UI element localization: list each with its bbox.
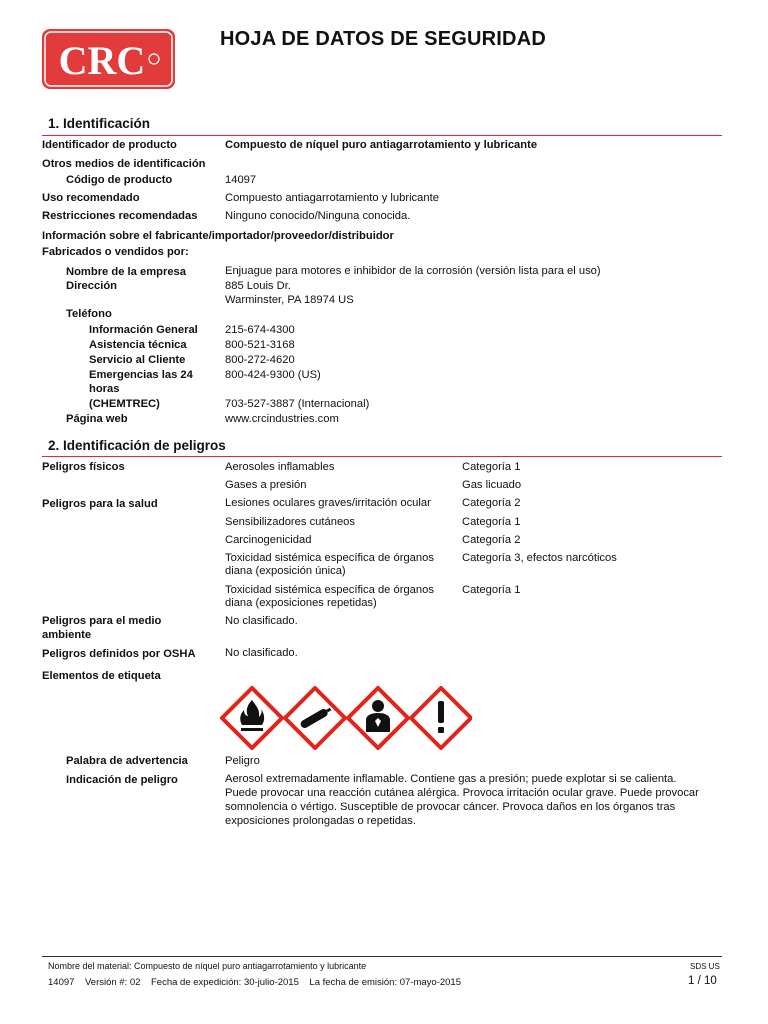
general-info-label: Información General — [89, 324, 198, 336]
health-hazard-name: Toxicidad sistémica específica de órganos — [225, 584, 434, 596]
section-2-title: 2. Identificación de peligros — [48, 438, 226, 453]
section-1-divider — [42, 135, 722, 136]
health-hazards-label: Peligros para la salud — [42, 498, 158, 510]
footer-divider — [42, 956, 722, 957]
emergency-label-line-2: horas — [89, 383, 120, 395]
company-name-label: Nombre de la empresa — [66, 266, 187, 278]
physical-hazards-label: Peligros físicos — [42, 461, 125, 473]
physical-hazard-category: Gas licuado — [462, 479, 522, 491]
health-hazard-name: Toxicidad sistémica específica de órganos — [225, 552, 434, 564]
health-hazard-name: Lesiones oculares graves/irritación ocular — [225, 497, 431, 509]
product-code-value: 14097 — [225, 174, 257, 186]
osha-hazards-label: Peligros definidos por OSHA — [42, 648, 196, 660]
health-hazard-name-line-2: diana (exposiciones repetidas) — [225, 597, 377, 609]
footer-material-name: Nombre del material: Compuesto de níquel puro antiagarrotamiento y lubricante — [48, 961, 367, 971]
health-hazard-name-line-2: diana (exposición única) — [225, 565, 346, 577]
website-link[interactable]: www.crcindustries.com — [225, 413, 339, 425]
customer-service-value: 800-272-4620 — [225, 354, 295, 366]
physical-hazard-name: Gases a presión — [225, 479, 307, 491]
hazard-statement-line: exposiciones prolongadas o repetidas. — [225, 815, 416, 827]
section-2-divider — [42, 456, 722, 457]
signal-word-value: Peligro — [225, 755, 260, 767]
restrictions-value: Ninguno conocido/Ninguna conocida. — [225, 210, 411, 222]
health-hazard-category: Categoría 1 — [462, 516, 521, 528]
health-hazard-category: Categoría 3, efectos narcóticos — [462, 552, 617, 564]
manufacturer-info-label: Información sobre el fabricante/importador/proveedor/distribuidor — [42, 230, 394, 242]
health-hazard-pictogram-icon — [348, 688, 408, 748]
health-hazard-category: Categoría 1 — [462, 584, 521, 596]
ghs-pictograms — [220, 686, 472, 750]
environment-hazards-value: No clasificado. — [225, 615, 298, 627]
company-name-value: Enjuague para motores e inhibidor de la corrosión (versión lista para el uso) — [225, 265, 601, 277]
recommended-use-label: Uso recomendado — [42, 192, 140, 204]
hazard-statement-line: Puede provocar una reacción cutánea alérgica. Provoca irritación ocular grave. Puede provocar — [225, 787, 699, 799]
other-means-label: Otros medios de identificación — [42, 158, 206, 170]
made-or-sold-label: Fabricados o vendidos por: — [42, 246, 189, 258]
gas-cylinder-pictogram-icon — [285, 688, 345, 748]
emergency-value: 800-424-9300 (US) — [225, 369, 321, 381]
recommended-use-value: Compuesto antiagarrotamiento y lubricante — [225, 192, 439, 204]
section-1-title: 1. Identificación — [48, 116, 151, 131]
product-code-label: Código de producto — [66, 174, 173, 186]
tech-assist-label: Asistencia técnica — [89, 339, 187, 351]
address-line-1: 885 Louis Dr. — [225, 280, 291, 292]
hazard-statement-label: Indicación de peligro — [66, 774, 178, 786]
health-hazard-name: Carcinogenicidad — [225, 534, 312, 546]
environment-hazards-label: Peligros para el medio — [42, 615, 162, 627]
emergency-label: Emergencias las 24 — [89, 369, 193, 381]
physical-hazard-category: Categoría 1 — [462, 461, 521, 473]
chemtrec-value: 703-527-3887 (Internacional) — [225, 398, 370, 410]
health-hazard-category: Categoría 2 — [462, 534, 521, 546]
page-number: 1 / 10 — [688, 975, 717, 987]
customer-service-label: Servicio al Cliente — [89, 354, 186, 366]
phone-label: Teléfono — [66, 308, 112, 320]
general-info-value: 215-674-4300 — [225, 324, 295, 336]
website-label: Página web — [66, 413, 128, 425]
label-elements-label: Elementos de etiqueta — [42, 670, 161, 682]
restrictions-label: Restricciones recomendadas — [42, 210, 198, 222]
document-title: HOJA DE DATOS DE SEGURIDAD — [220, 28, 546, 50]
health-hazard-category: Categoría 2 — [462, 497, 521, 509]
product-identifier-value: Compuesto de níquel puro antiagarrotamiento y lubricante — [225, 139, 538, 151]
svg-text:CRC: CRC — [58, 38, 146, 83]
product-identifier-label: Identificador de producto — [42, 139, 177, 151]
footer-sds-tag: SDS US — [690, 962, 720, 971]
hazard-statement-line: somnolencia o vértigo. Susceptible de provocar cáncer. Provoca daños en los órganos tras — [225, 801, 676, 813]
crc-logo — [42, 29, 175, 89]
environment-hazards-label-line-2: ambiente — [42, 629, 92, 641]
physical-hazard-name: Aerosoles inflamables — [225, 461, 335, 473]
exclamation-pictogram-icon — [411, 688, 471, 748]
tech-assist-value: 800-521-3168 — [225, 339, 295, 351]
footer-document-details: 14097 Versión #: 02 Fecha de expedición: 30-julio-2015 La fecha de emisión: 07-mayo-2015 — [48, 977, 461, 988]
osha-hazards-value: No clasificado. — [225, 647, 298, 659]
flame-pictogram-icon — [222, 688, 282, 748]
hazard-statement-line: Aerosol extremadamente inflamable. Contiene gas a presión; puede explotar si se calienta. — [225, 773, 677, 785]
signal-word-label: Palabra de advertencia — [66, 755, 188, 767]
health-hazard-name: Sensibilizadores cutáneos — [225, 516, 355, 528]
chemtrec-label: (CHEMTREC) — [89, 398, 160, 410]
address-line-2: Warminster, PA 18974 US — [225, 294, 354, 306]
address-label: Dirección — [66, 280, 117, 292]
